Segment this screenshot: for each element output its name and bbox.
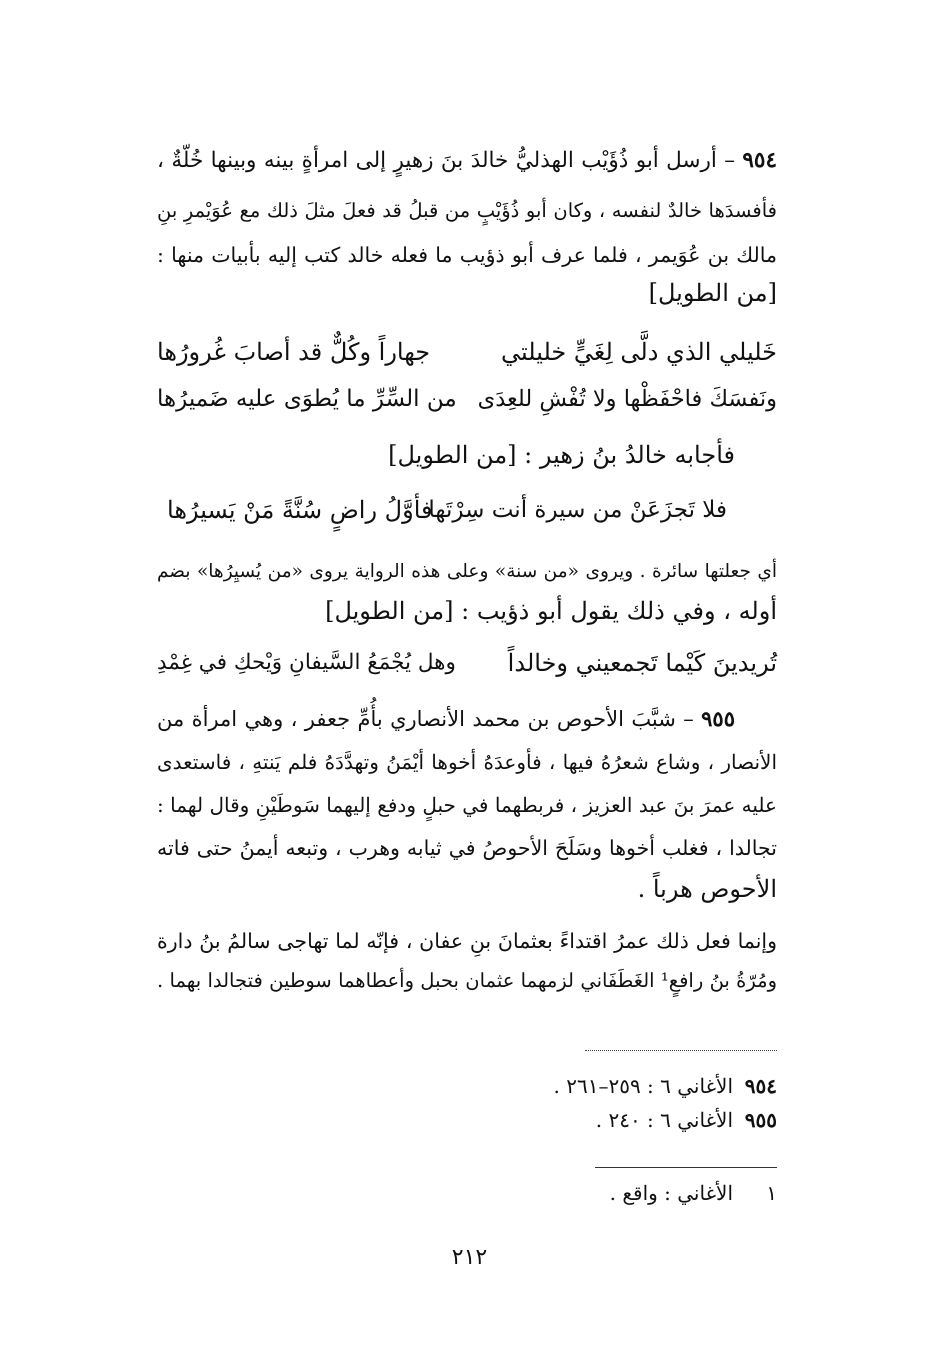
verse-2-second-hemistich: من السِّرِّ ما يُطوَى عليه ضَميرُها bbox=[157, 386, 457, 412]
source-955: ٩٥٥الأغاني ٦ : ٢٤٠ . bbox=[595, 1108, 777, 1132]
verse-2-first-hemistich: ونَفسَكَ فاحْفَظْها ولا تُفْشِ للعِدَى bbox=[477, 386, 777, 412]
verse-3-first-hemistich: فلا تَجزَعَنْ من سيرة أنت سِرْتَها bbox=[428, 497, 727, 523]
verse-1-first-hemistich: خَليلي الذي دلَّى لِغَيٍّ خليلتي bbox=[501, 338, 777, 366]
entry-954-line-2: فأفسدَها خالدٌ لنفسه ، وكان أبو ذُؤَيْبٍ من قبلُ قد فعلَ مثلَ ذلك مع عُوَيْمرِ بنِ bbox=[157, 199, 777, 222]
verse-1-second-hemistich: جهاراً وكُلٌّ قد أصابَ غُرورُها bbox=[157, 338, 431, 366]
page-number: ٢١٢ bbox=[451, 1245, 488, 1270]
entry-954-line-1: ٩٥٤ – أرسل أبو ذُؤَيْب الهذليُّ خالدَ بنَ زهيرٍ إلى امرأةٍ بينه وبينها خُلّةٌ ، bbox=[157, 148, 777, 173]
entry-number-954: ٩٥٤ bbox=[742, 148, 777, 173]
entry-955-para2-line-1: وإنما فعل ذلك عمرُ اقتداءً بعثمانَ بنِ عفان ، فإنّه لما تهاجى سالمُ بنُ دارة bbox=[157, 929, 777, 953]
verse-4-first-hemistich: تُريدينَ كَيْما تَجمعيني وخالداً bbox=[507, 649, 777, 677]
verse-4 bbox=[157, 648, 777, 678]
entry-number-955: ٩٥٥ bbox=[701, 706, 735, 731]
entry-954-line-3: مالك بن عُوَيمر ، فلما عرف أبو ذؤيب ما فعله خالد كتب إليه بأبيات منها : bbox=[157, 243, 777, 267]
footnote-1: ١الأغاني : واقع . bbox=[609, 1181, 777, 1205]
sources-divider bbox=[585, 1050, 777, 1051]
meter-label: [من الطويل] bbox=[648, 279, 777, 307]
verse-3 bbox=[157, 495, 777, 525]
entry-955-line-4: تجالدا ، فغلب أخوها وسَلَحَ الأحوصُ في ثيابه وهرب ، وتبعه أيمنُ حتى فاته bbox=[157, 836, 777, 860]
explanation-line-2: أوله ، وفي ذلك يقول أبو ذؤيب : [من الطويل] bbox=[325, 597, 777, 625]
verse-4-second-hemistich: وهل يُجْمَعُ السَّيفانِ وَيْحكِ في غِمْدِ bbox=[157, 650, 456, 675]
entry-955-line-5: الأحوص هرباً . bbox=[637, 875, 777, 903]
footnote-divider bbox=[595, 1167, 777, 1168]
reply-intro: فأجابه خالدُ بنُ زهير : [من الطويل] bbox=[388, 441, 735, 469]
verse-2 bbox=[157, 384, 777, 414]
verse-3-second-hemistich: فأوَّلُ راضٍ سُنَّةً مَنْ يَسيرُها bbox=[167, 496, 433, 524]
entry-955-line-3: عليه عمرَ بنَ عبد العزيز ، فربطهما في حبلٍ ودفع إليهما سَوطَيْنِ وقال لهما : bbox=[157, 793, 777, 817]
explanation-line-1: أي جعلتها سائرة . ويروى «من سنة» وعلى هذه الرواية يروى «من يُسيِرُها» بضم bbox=[157, 561, 777, 582]
entry-955-para2-line-2: ومُرّةُ بنُ رافعٍ¹ الغَطَفَاني لزمهما عثمان بحبل وأعطاهما سوطين فتجالدا بهما . bbox=[157, 969, 777, 992]
verse-1 bbox=[157, 337, 777, 367]
entry-955-line-2: الأنصار ، وشاع شعرُهُ فيها ، فأوعدَهُ أخوها أيْمَنُ وتهدَّدَهُ فلم يَنتهِ ، فاستعدى bbox=[157, 750, 778, 774]
entry-955-line-1: ٩٥٥ – شبَّبَ الأحوص بن محمد الأنصاري بأُمِّ جعفر ، وهي امرأة من bbox=[157, 706, 735, 731]
source-954: ٩٥٤الأغاني ٦ : ٢٥٩–٢٦١ . bbox=[553, 1074, 777, 1098]
